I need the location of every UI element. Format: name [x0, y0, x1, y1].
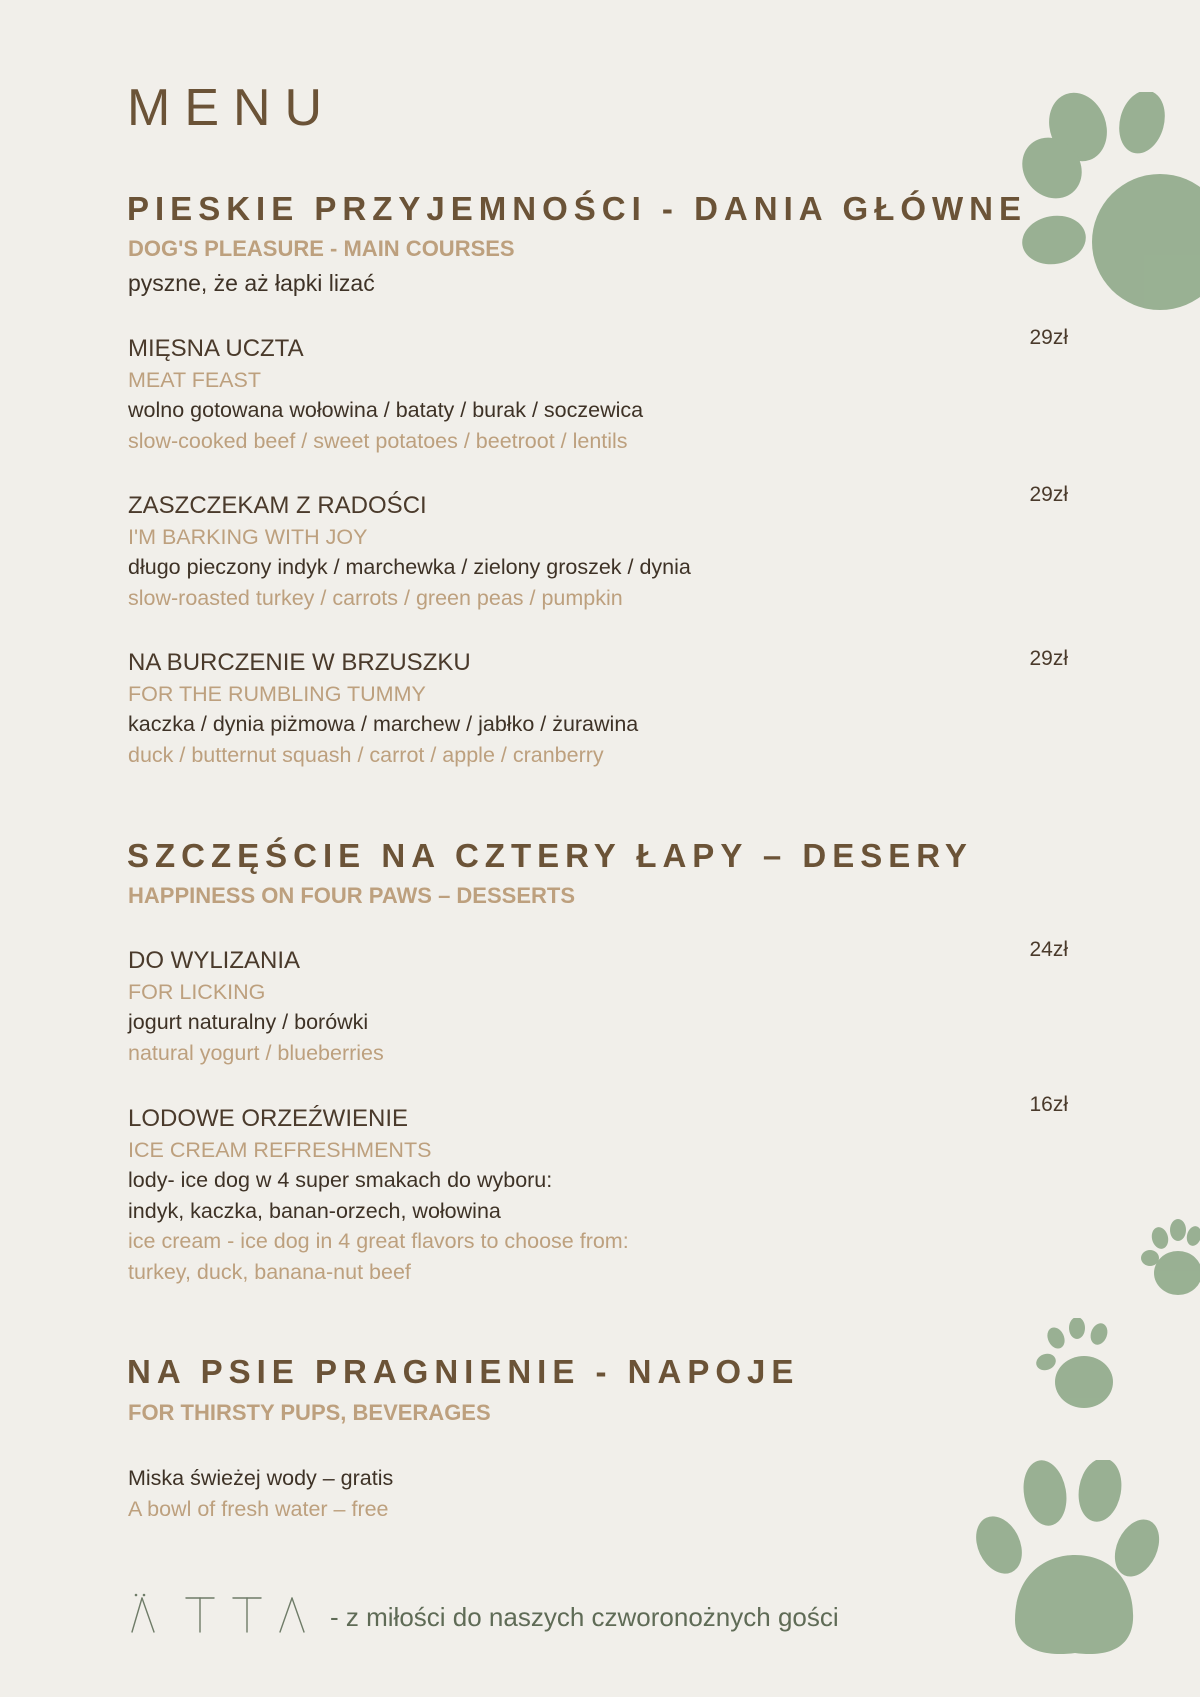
item-price: 29zł: [1029, 483, 1068, 506]
item-description: lody- ice dog w 4 super smakach do wyboru:: [128, 1168, 553, 1192]
section-title-beverages: NA PSIE PRAGNIENIE - NAPOJE: [127, 1353, 800, 1390]
section-subtitle-desserts: HAPPINESS ON FOUR PAWS – DESSERTS: [128, 883, 576, 908]
beverage-note-en: A bowl of fresh water – free: [128, 1496, 389, 1521]
paw-print-icon: [1140, 1218, 1200, 1298]
item-description: wolno gotowana wołowina / bataty / burak / soczewica: [128, 398, 644, 422]
item-description: jogurt naturalny / borówki: [128, 1010, 369, 1034]
menu-item: [128, 326, 1068, 456]
beverage-note: [128, 1463, 393, 1524]
item-price: 29zł: [1029, 326, 1068, 349]
section-title-main-courses: PIESKIE PRZYJEMNOŚCI - DANIA GŁÓWNE: [127, 190, 1028, 227]
section-title-desserts: SZCZĘŚCIE NA CZTERY ŁAPY – DESERY: [127, 837, 973, 874]
item-name: ZASZCZEKAM Z RADOŚCI: [128, 492, 427, 519]
section-subtitle-main-courses: DOG'S PLEASURE - MAIN COURSES: [128, 236, 515, 261]
menu-item: [128, 938, 1068, 1068]
item-description-en: duck / butternut squash / carrot / apple / cranberry: [128, 742, 604, 767]
item-price: 24zł: [1029, 938, 1068, 961]
item-name-en: FOR THE RUMBLING TUMMY: [128, 681, 426, 706]
item-description-en: turkey, duck, banana-nut beef: [128, 1259, 411, 1284]
item-description-en: ice cream - ice dog in 4 great flavors to choose from:: [128, 1229, 629, 1253]
item-name: MIĘSNA UCZTA: [128, 335, 304, 362]
atta-logo: [130, 1592, 315, 1638]
item-name-en: ICE CREAM REFRESHMENTS: [128, 1137, 432, 1162]
item-name: DO WYLIZANIA: [128, 947, 301, 974]
item-name-en: I'M BARKING WITH JOY: [128, 524, 368, 549]
menu-item: [128, 1093, 1068, 1287]
item-description: kaczka / dynia piżmowa / marchew / jabłko / żurawina: [128, 712, 639, 736]
item-price: 29zł: [1029, 647, 1068, 670]
item-description: długo pieczony indyk / marchewka / zielony groszek / dynia: [128, 555, 691, 579]
section-tagline: pyszne, że aż łapki lizać: [128, 270, 375, 296]
item-name-en: MEAT FEAST: [128, 367, 261, 392]
paw-print-icon: [1020, 92, 1200, 322]
paw-print-icon: [975, 1460, 1170, 1660]
paw-print-icon: [1034, 1318, 1124, 1410]
section-subtitle-beverages: FOR THIRSTY PUPS, BEVERAGES: [128, 1400, 491, 1425]
item-description-en: slow-roasted turkey / carrots / green peas / pumpkin: [128, 585, 623, 610]
item-description-en: natural yogurt / blueberries: [128, 1040, 384, 1065]
item-price: 16zł: [1029, 1093, 1068, 1116]
item-name: LODOWE ORZEŹWIENIE: [128, 1105, 409, 1132]
item-name: NA BURCZENIE W BRZUSZKU: [128, 649, 471, 676]
item-description: indyk, kaczka, banan-orzech, wołowina: [128, 1198, 501, 1223]
item-name-en: FOR LICKING: [128, 979, 266, 1004]
footer-tagline: - z miłości do naszych czworonożnych gości: [330, 1602, 839, 1632]
menu-title: MENU: [127, 79, 337, 137]
menu-item: [128, 483, 1068, 613]
item-description-en: slow-cooked beef / sweet potatoes / beetroot / lentils: [128, 428, 628, 453]
beverage-note-pl: Miska świeżej wody – gratis: [128, 1466, 394, 1490]
menu-item: [128, 648, 1068, 770]
